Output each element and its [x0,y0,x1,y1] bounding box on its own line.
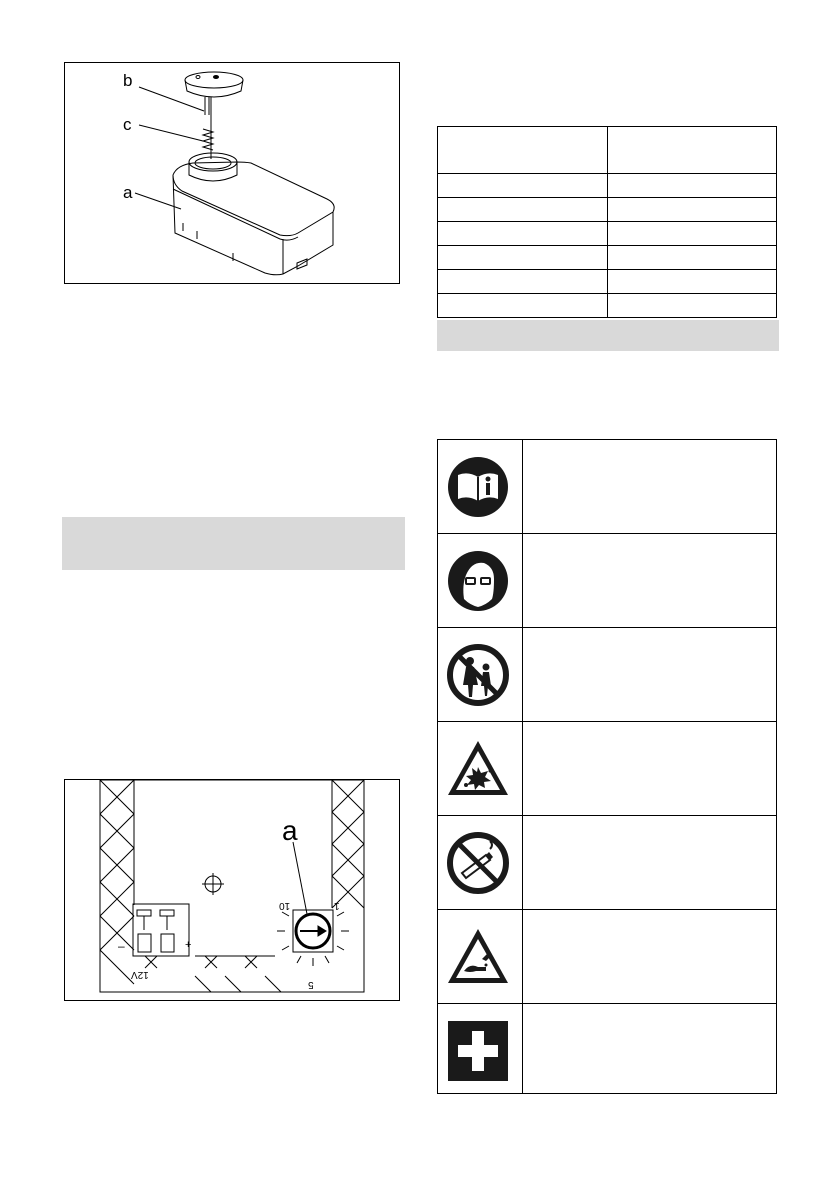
tank-drawing [65,63,399,283]
table-row [438,294,777,318]
dial-mark-1: 1 [334,900,340,911]
tank-figure [64,62,400,284]
spec-table [437,126,777,318]
panel-callout-a: a [282,815,298,846]
table-header-row [438,127,777,174]
section-heading-band [62,517,405,570]
table-row [438,198,777,222]
plus-label: + [185,939,192,951]
voltage-label: 12V [131,969,149,980]
table-footer-band [437,320,779,351]
keep-children-away-icon [446,643,510,707]
corrosive-warning-icon [446,925,510,989]
dial-mark-10: 10 [279,900,291,911]
callout-c: c [123,115,132,134]
callout-b: b [123,71,133,90]
symbol-row-first-aid [438,1004,776,1093]
symbol-row-children [438,628,776,722]
read-manual-icon [446,455,510,519]
symbol-row-goggles [438,534,776,628]
first-aid-icon [446,1019,510,1083]
minus-label: – [118,939,125,953]
symbol-row-no-smoking [438,816,776,910]
callout-a: a [123,183,133,202]
symbol-row-corrosive [438,910,776,1004]
control-panel-figure [64,779,400,1001]
symbol-row-read-manual [438,440,776,534]
table-row [438,246,777,270]
control-panel-drawing [65,780,399,1000]
explosion-warning-icon [446,737,510,801]
table-row [438,174,777,198]
symbol-row-explosion [438,722,776,816]
wear-goggles-icon [446,549,510,613]
table-row [438,270,777,294]
dial-mark-5: 5 [308,979,314,990]
table-row [438,222,777,246]
safety-symbol-table [437,439,777,1094]
no-smoking-icon [446,831,510,895]
